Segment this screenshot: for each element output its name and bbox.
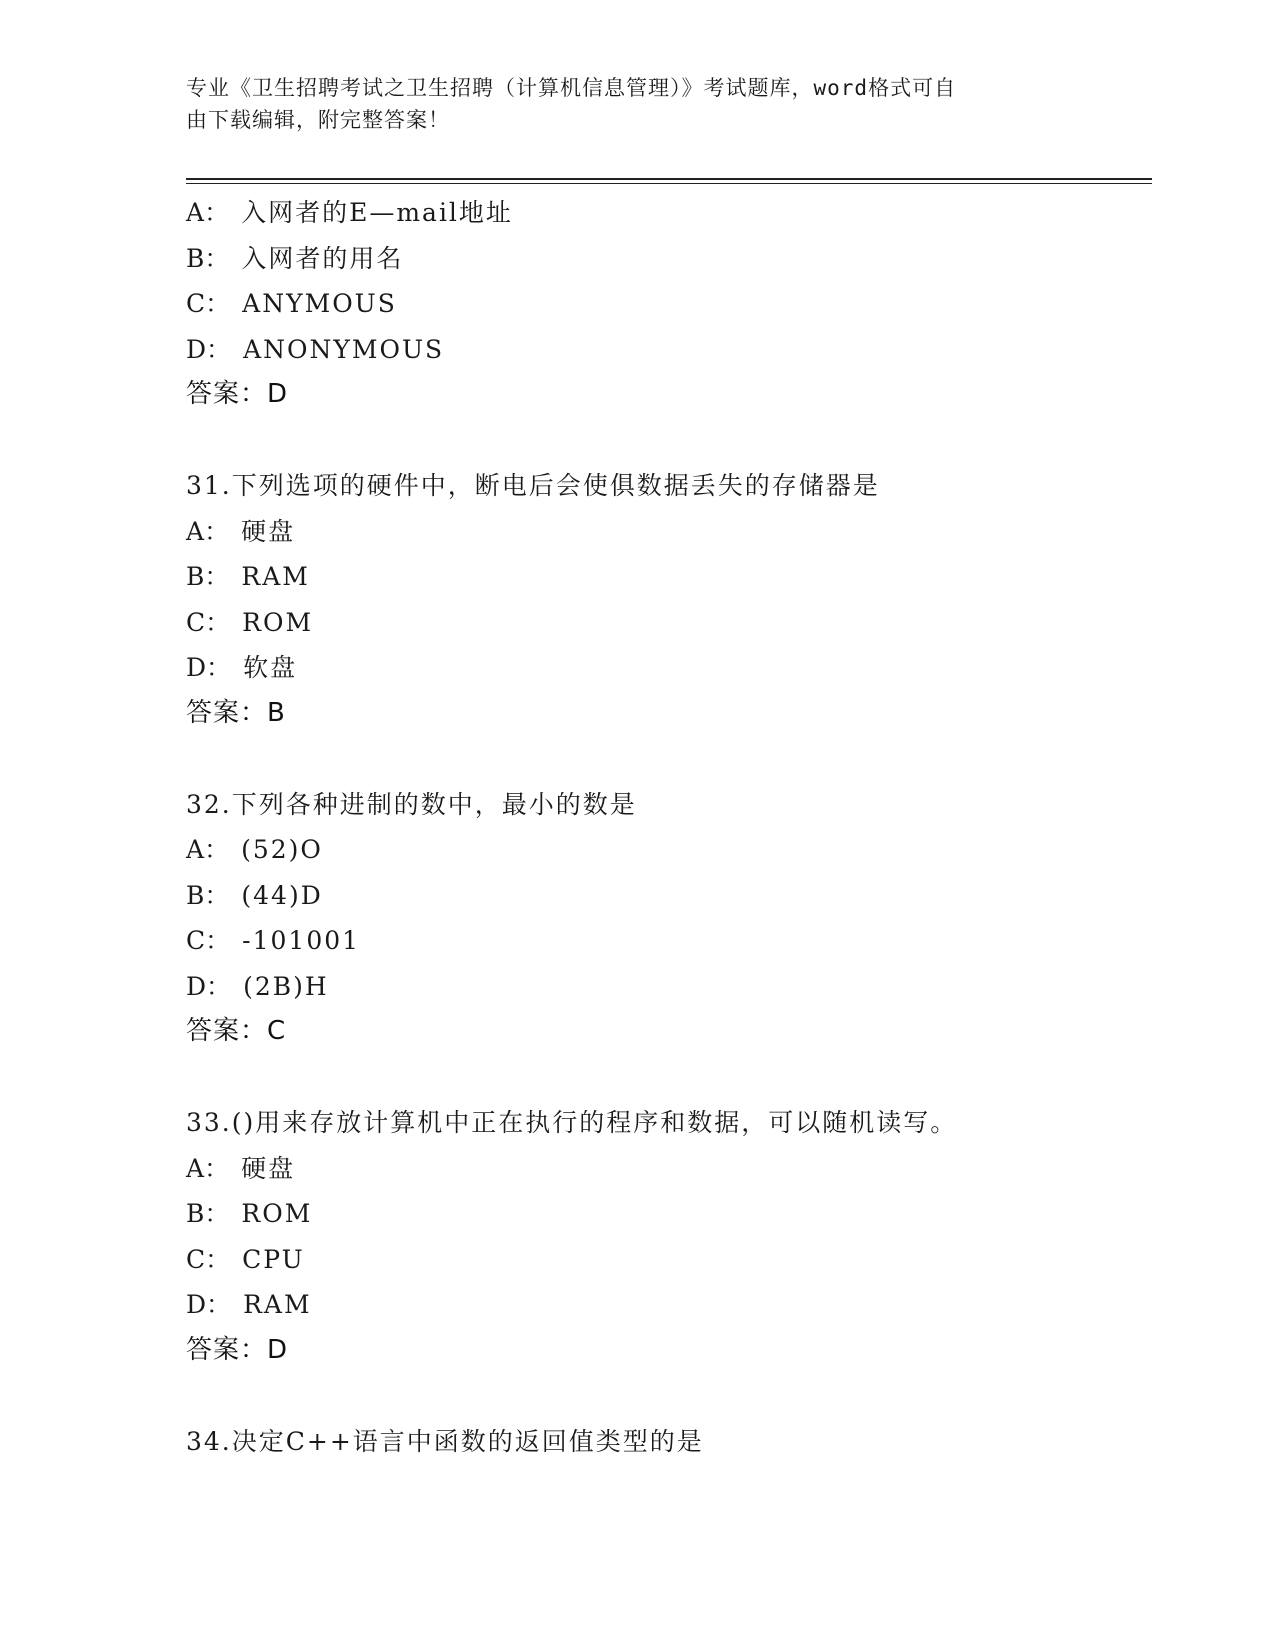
- question-text: 32.下列各种进制的数中，最小的数是: [186, 789, 637, 819]
- option-b: [186, 873, 1152, 919]
- question-block: [186, 463, 1152, 782]
- option-text: -101001: [242, 926, 361, 955]
- option-b: [186, 236, 1152, 282]
- answer-line: 答案：C: [186, 1016, 287, 1046]
- block-spacer: [186, 418, 1152, 464]
- option-text: RAM: [243, 1290, 312, 1319]
- option-text: (44)D: [241, 880, 323, 910]
- option-separator: ：: [204, 880, 232, 910]
- option-d: [186, 964, 1152, 1010]
- answer-line: 答案：B: [186, 697, 286, 728]
- question-block: [186, 1419, 1152, 1465]
- option-letter: D: [186, 334, 207, 364]
- option-text: ROM: [242, 607, 314, 637]
- question-text: 31.下列选项的硬件中，断电后会使俱数据丢失的存储器是: [186, 471, 880, 500]
- option-letter: A: [186, 516, 205, 546]
- option-letter: D: [186, 653, 207, 682]
- option-letter: B: [186, 243, 205, 273]
- question-text: 33.()用来存放计算机中正在执行的程序和数据，可以随机读写。: [186, 1108, 958, 1137]
- option-text: ROM: [241, 1199, 313, 1228]
- option-a: [186, 1146, 1152, 1192]
- option-letter: D: [186, 1290, 207, 1319]
- option-separator: ：: [206, 653, 234, 682]
- option-separator: ：: [204, 1153, 232, 1183]
- document-header: [186, 72, 1066, 136]
- option-separator: ：: [206, 971, 234, 1001]
- option-separator: ：: [204, 562, 232, 591]
- option-text: 硬盘: [241, 1153, 296, 1183]
- option-separator: ：: [204, 1199, 232, 1228]
- option-letter: A: [186, 198, 205, 227]
- option-text: (52)O: [241, 835, 323, 864]
- option-text: (2B)H: [243, 971, 329, 1001]
- option-c: [186, 281, 1152, 327]
- option-c: [186, 1237, 1152, 1283]
- header-line-2: 由下载编辑，附完整答案！: [186, 108, 450, 132]
- option-letter: C: [186, 607, 206, 637]
- option-separator: ：: [205, 289, 233, 318]
- option-separator: ：: [206, 334, 234, 364]
- option-letter: D: [186, 971, 207, 1001]
- option-separator: ：: [204, 198, 232, 227]
- option-separator: ：: [205, 926, 233, 955]
- option-letter: B: [186, 562, 205, 591]
- option-d: [186, 1282, 1152, 1328]
- option-letter: A: [186, 1153, 205, 1183]
- option-a: [186, 509, 1152, 555]
- option-d: [186, 327, 1152, 373]
- question-block: [186, 190, 1152, 463]
- header-rule-thin: [186, 183, 1152, 184]
- option-letter: B: [186, 1199, 205, 1228]
- block-spacer: [186, 736, 1152, 782]
- answer-line: 答案：D: [186, 1334, 289, 1365]
- option-separator: ：: [206, 1290, 234, 1319]
- option-separator: ：: [204, 835, 232, 864]
- option-text: ANONYMOUS: [243, 334, 445, 364]
- option-letter: C: [186, 1244, 206, 1274]
- option-letter: A: [186, 835, 205, 864]
- option-text: 入网者的E—mail地址: [241, 198, 513, 227]
- option-text: ANYMOUS: [242, 289, 397, 318]
- block-spacer: [186, 1373, 1152, 1419]
- header-rule-thick: [186, 178, 1152, 180]
- question-list: [186, 190, 1152, 1464]
- option-b: [186, 1191, 1152, 1237]
- option-text: RAM: [241, 562, 310, 591]
- question-text: 34.决定C++语言中函数的返回值类型的是: [186, 1426, 704, 1456]
- option-c: [186, 918, 1152, 964]
- option-separator: ：: [205, 607, 233, 637]
- option-text: 入网者的用名: [241, 243, 404, 273]
- option-separator: ：: [204, 516, 232, 546]
- option-text: CPU: [242, 1244, 305, 1274]
- answer-line: 答案：D: [186, 379, 289, 409]
- option-d: [186, 645, 1152, 691]
- question-block: [186, 1100, 1152, 1419]
- option-a: [186, 827, 1152, 873]
- option-letter: C: [186, 926, 206, 955]
- option-separator: ：: [204, 243, 232, 273]
- option-letter: B: [186, 880, 205, 910]
- option-text: 硬盘: [241, 516, 296, 546]
- option-a: [186, 190, 1152, 236]
- header-line-1: 专业《卫生招聘考试之卫生招聘（计算机信息管理）》考试题库，word格式可自: [186, 76, 957, 100]
- option-b: [186, 554, 1152, 600]
- option-text: 软盘: [243, 653, 298, 682]
- block-spacer: [186, 1055, 1152, 1101]
- option-c: [186, 600, 1152, 646]
- question-block: [186, 782, 1152, 1101]
- option-letter: C: [186, 289, 206, 318]
- option-separator: ：: [205, 1244, 233, 1274]
